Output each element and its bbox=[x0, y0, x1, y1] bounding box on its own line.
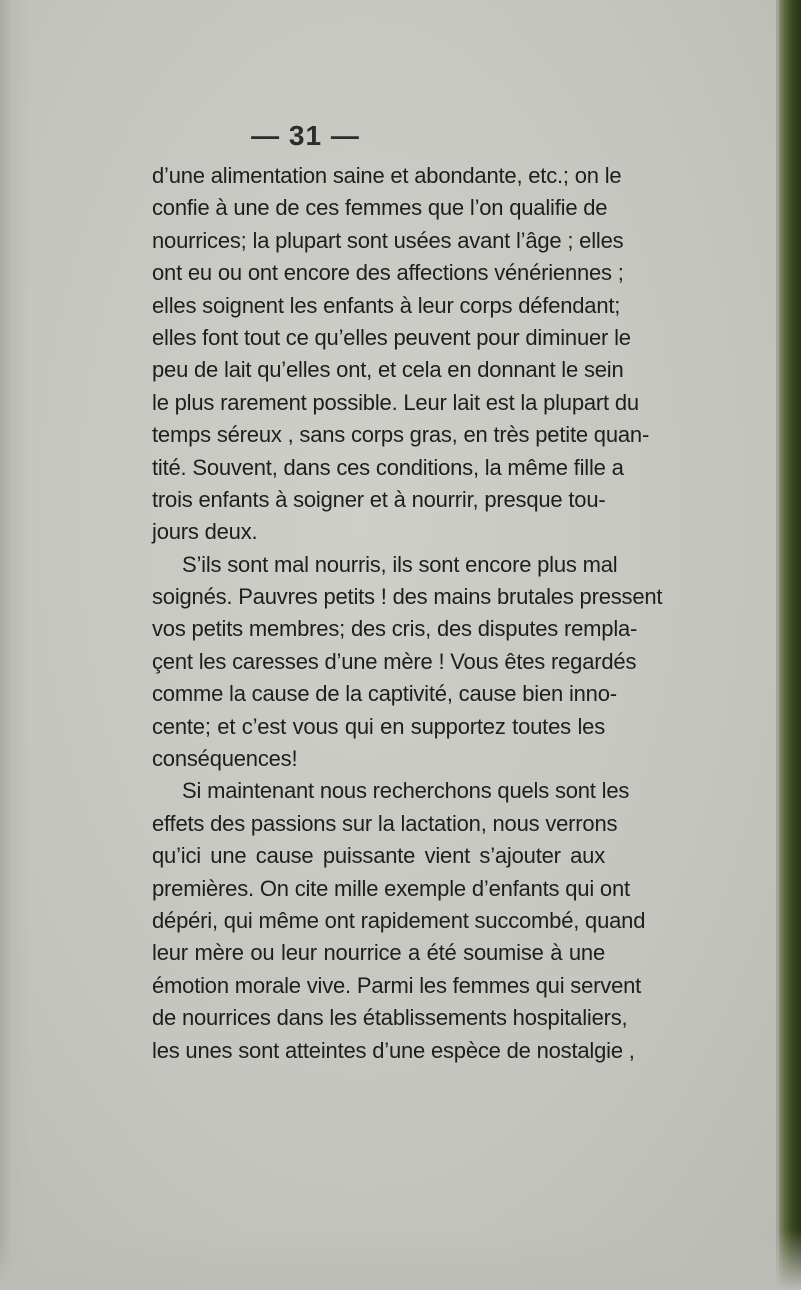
text-line: comme la cause de la captivité, cause bien inno- bbox=[152, 681, 617, 707]
text-line: tité. Souvent, dans ces conditions, la même fille a bbox=[152, 454, 624, 480]
text-line: le plus rarement possible. Leur lait est la plupart du bbox=[152, 389, 639, 415]
text-line: trois enfants à soigner et à nourrir, presque tou- bbox=[152, 486, 606, 512]
text-line: leur mère ou leur nourrice a été soumise à une bbox=[152, 940, 605, 966]
text-line: soignés. Pauvres petits ! des mains brutales pressent bbox=[152, 584, 663, 610]
text-line: émotion morale vive. Parmi les femmes qui servent bbox=[152, 972, 642, 998]
text-line: nourrices; la plupart sont usées avant l’âge ; elles bbox=[152, 227, 624, 253]
text-line-paragraph-start: Si maintenant nous recherchons quels sont les bbox=[182, 778, 630, 804]
text-line: elles font tout ce qu’elles peuvent pour diminuer le bbox=[152, 324, 631, 350]
book-binding-edge bbox=[779, 0, 801, 1290]
text-line: elles soignent les enfants à leur corps défendant; bbox=[152, 292, 621, 318]
page-left-shadow bbox=[0, 0, 30, 1290]
text-line: premières. On cite mille exemple d’enfants qui ont bbox=[152, 875, 630, 901]
text-line: çent les caresses d’une mère ! Vous êtes regardés bbox=[152, 648, 637, 674]
text-line: temps séreux , sans corps gras, en très petite quan- bbox=[152, 422, 650, 448]
page-number: — 31 — bbox=[251, 120, 360, 151]
text-line: cente; et c’est vous qui en supportez toutes les bbox=[152, 713, 605, 739]
text-line: peu de lait qu’elles ont, et cela en donnant le sein bbox=[152, 357, 624, 383]
text-line-paragraph-start: S’ils sont mal nourris, ils sont encore plus mal bbox=[182, 551, 618, 577]
page-bottom-shadow bbox=[0, 1230, 801, 1290]
text-line: vos petits membres; des cris, des disputes rempla- bbox=[152, 616, 638, 642]
text-line-paragraph-end: jours deux. bbox=[152, 519, 258, 545]
text-line: dépéri, qui même ont rapidement succombé, quand bbox=[152, 907, 646, 933]
text-line-paragraph-end: conséquences! bbox=[152, 746, 298, 772]
text-line: confie à une de ces femmes que l’on qualifie de bbox=[152, 195, 608, 221]
text-line: de nourrices dans les établissements hospitaliers, bbox=[152, 1005, 628, 1031]
text-line: qu’ici une cause puissante vient s’ajouter aux bbox=[152, 843, 605, 869]
body-text bbox=[152, 160, 663, 1067]
text-line: ont eu ou ont encore des affections vénériennes ; bbox=[152, 260, 624, 286]
text-line: d’une alimentation saine et abondante, etc.; on le bbox=[152, 163, 622, 188]
text-line: les unes sont atteintes d’une espèce de nostalgie , bbox=[152, 1037, 635, 1063]
text-line: effets des passions sur la lactation, nous verrons bbox=[152, 810, 618, 836]
